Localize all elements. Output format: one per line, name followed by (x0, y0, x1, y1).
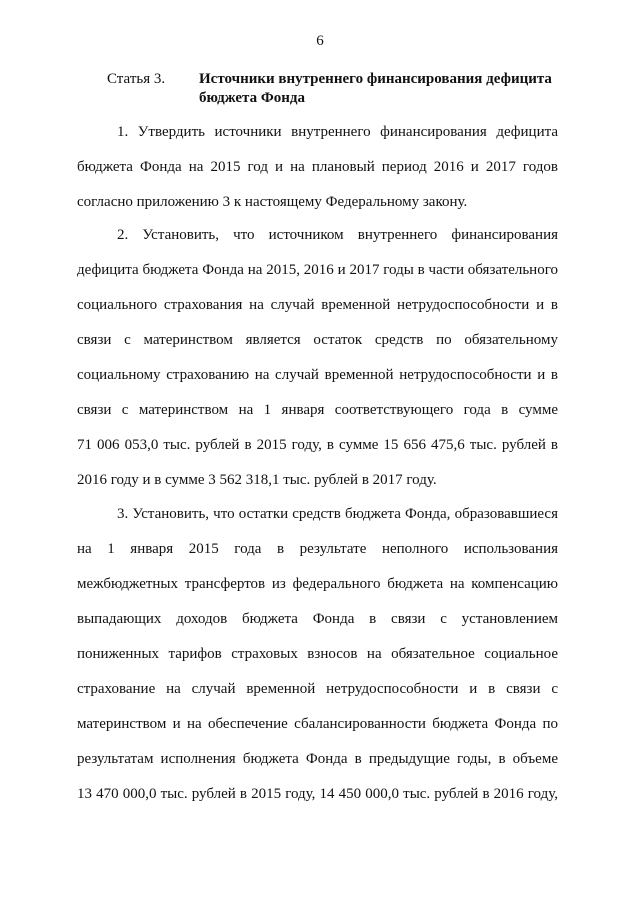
paragraph-line: 13 470 000,0 тыс. рублей в 2015 году, 14 450 000,0 тыс. рублей в 2016 году, (77, 786, 558, 802)
paragraph-line: согласно приложению 3 к настоящему Федеральному закону. (77, 194, 468, 210)
paragraph-line: связи с материнством на 1 января соответствующего года в сумме (77, 402, 558, 418)
paragraph-line: страхование на случай временной нетрудоспособности и в связи с (77, 681, 558, 697)
paragraph-line: межбюджетных трансфертов из федерального бюджета на компенсацию (77, 576, 558, 592)
paragraph-line: бюджета Фонда на 2015 год и на плановый период 2016 и 2017 годов (77, 159, 558, 175)
paragraph-line: выпадающих доходов бюджета Фонда в связи с установлением (77, 611, 558, 627)
paragraph-line: пониженных тарифов страховых взносов на обязательное социальное (77, 646, 558, 662)
paragraph-line: дефицита бюджета Фонда на 2015, 2016 и 2017 годы в части обязательного (77, 262, 558, 278)
paragraph-1 (77, 115, 558, 220)
paragraph-line: 71 006 053,0 тыс. рублей в 2015 году, в сумме 15 656 475,6 тыс. рублей в (77, 437, 558, 453)
paragraph-3 (77, 497, 558, 812)
paragraph-line: социального страхования на случай временной нетрудоспособности и в (77, 297, 558, 313)
paragraph-line: материнством и на обеспечение сбалансированности бюджета Фонда по (77, 716, 558, 732)
paragraph-line: 3. Установить, что остатки средств бюджета Фонда, образовавшиеся (117, 506, 558, 522)
paragraph-line: социальному страхованию на случай временной нетрудоспособности и в (77, 367, 558, 383)
article-label: Статья 3. (107, 71, 166, 87)
paragraph-line: на 1 января 2015 года в результате неполного использования (77, 541, 558, 557)
page-number: 6 (316, 33, 324, 49)
article-title: Источники внутреннего финансирования дефицита бюджета Фонда (199, 71, 552, 106)
paragraph-line: связи с материнством является остаток средств по обязательному (77, 332, 558, 348)
paragraph-line: 2. Установить, что источником внутреннего финансирования (117, 227, 558, 243)
paragraph-line: 1. Утвердить источники внутреннего финансирования дефицита (117, 124, 558, 140)
paragraph-line: результатам исполнения бюджета Фонда в предыдущие годы, в объеме (77, 751, 558, 767)
paragraph-2 (77, 218, 558, 498)
paragraph-line: 2016 году и в сумме 3 562 318,1 тыс. рублей в 2017 году. (77, 472, 437, 488)
